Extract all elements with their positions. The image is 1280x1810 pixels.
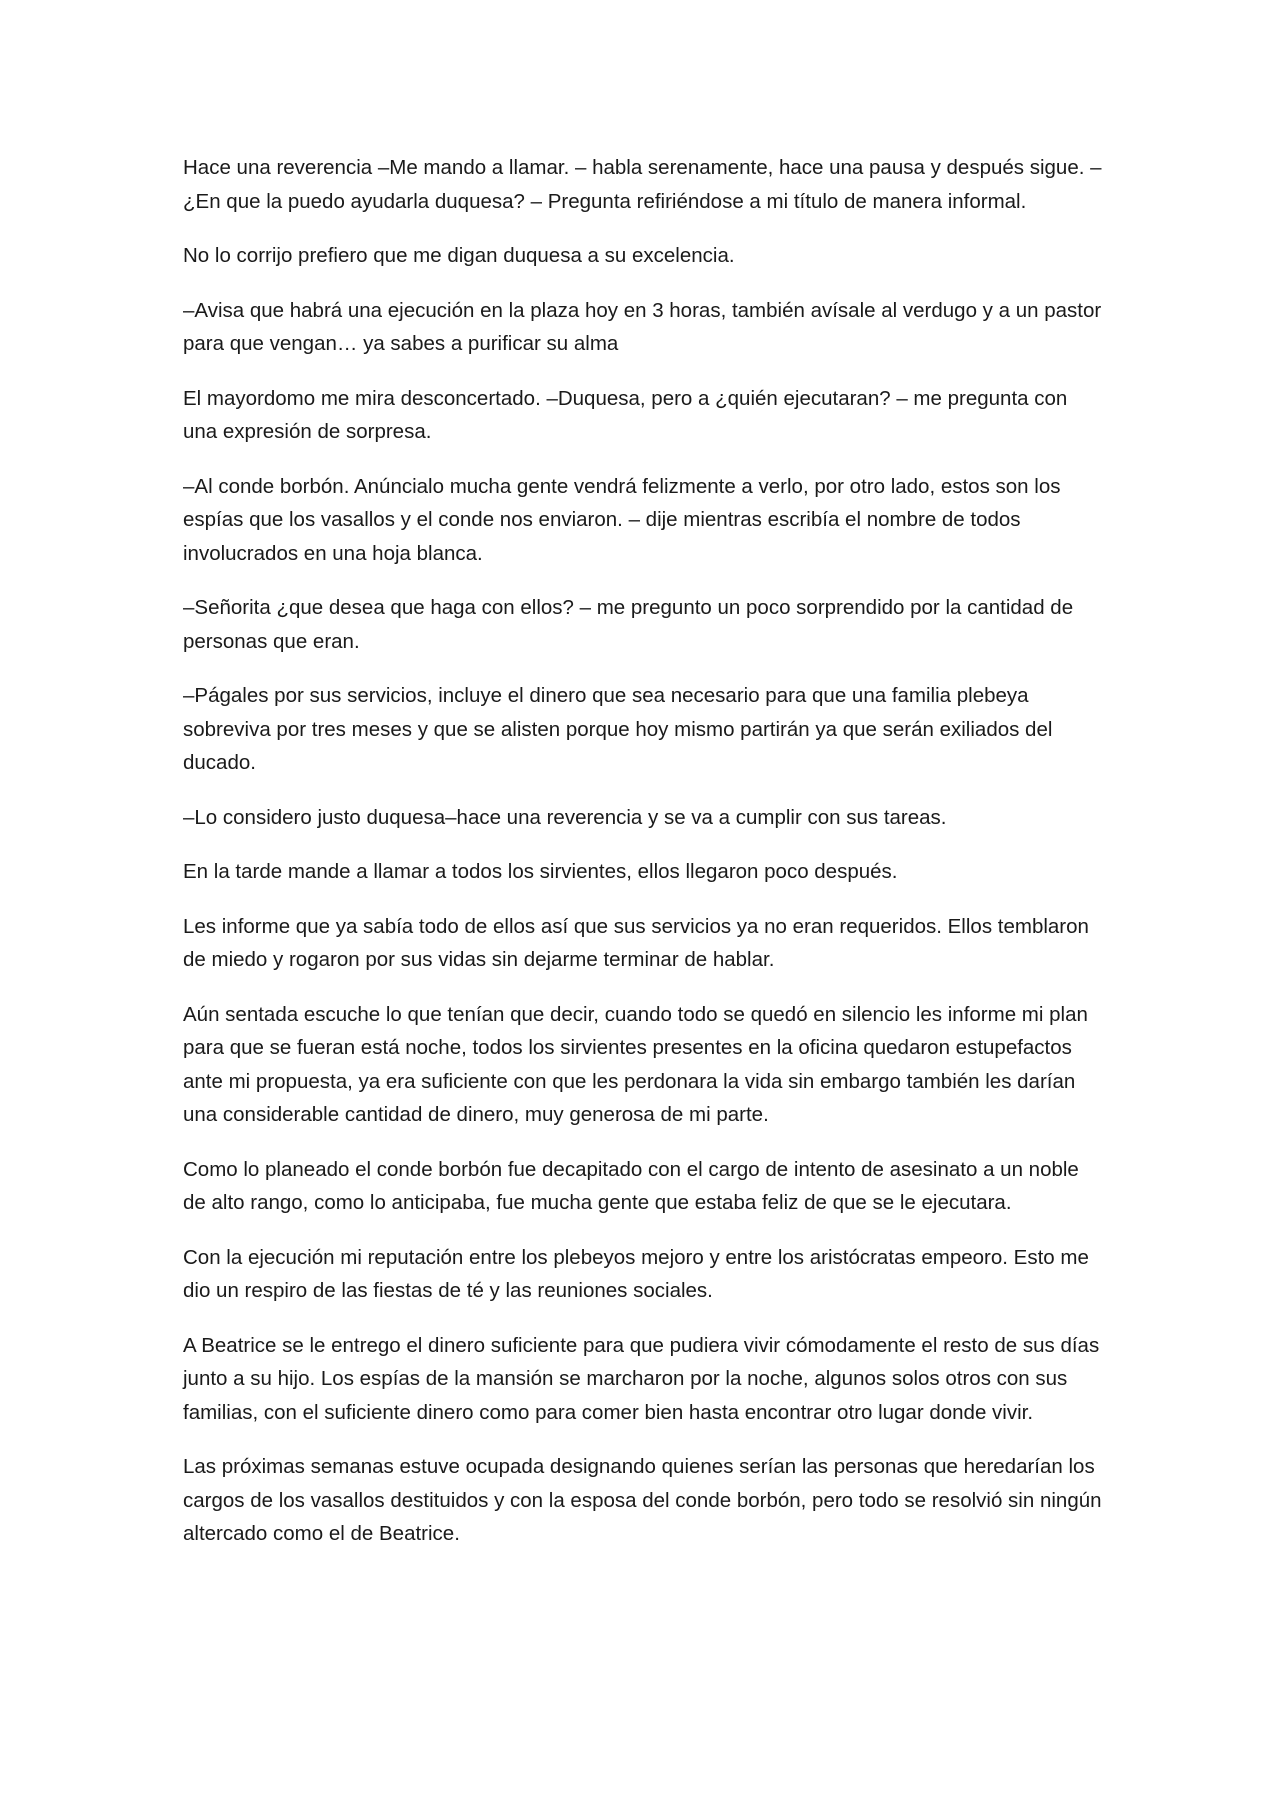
paragraph: –Señorita ¿que desea que haga con ellos? – me pregunto un poco sorprendido por la cantidad de personas que eran. xyxy=(183,596,1074,653)
paragraph: Con la ejecución mi reputación entre los plebeyos mejoro y entre los aristócratas empeoro. Esto me dio un respiro de las fiestas de té y las reuniones sociales. xyxy=(183,1245,1089,1302)
paragraph: –Al conde borbón. Anúncialo mucha gente vendrá felizmente a verlo, por otro lado, estos son los espías que los vasallos y el conde nos enviaron. – dije mientras escribía el nombre de todos involucrados en una hoja blanca. xyxy=(183,474,1061,565)
paragraph: No lo corrijo prefiero que me digan duquesa a su excelencia. xyxy=(183,244,735,267)
document-body xyxy=(183,151,1103,1572)
paragraph: Como lo planeado el conde borbón fue decapitado con el cargo de intento de asesinato a un noble de alto rango, como lo anticipaba, fue mucha gente que estaba feliz de que se le ejecutara. xyxy=(183,1157,1079,1214)
paragraph: Aún sentada escuche lo que tenían que decir, cuando todo se quedó en silencio les informe mi plan para que se fueran está noche, todos los sirvientes presentes en la oficina quedaron estupefactos ante mi propuesta, ya era suficiente con que les perdonara la vida sin embargo también les darían una considerable cantidad de dinero, muy generosa de mi parte. xyxy=(183,1002,1088,1126)
paragraph: –Págales por sus servicios, incluye el dinero que sea necesario para que una familia plebeya sobreviva por tres meses y que se alisten porque hoy mismo partirán ya que serán exiliados del ducado. xyxy=(183,684,1053,774)
paragraph: Les informe que ya sabía todo de ellos así que sus servicios ya no eran requeridos. Ellos temblaron de miedo y rogaron por sus vidas sin dejarme terminar de hablar. xyxy=(183,914,1089,971)
paragraph: A Beatrice se le entrego el dinero suficiente para que pudiera vivir cómodamente el resto de sus días junto a su hijo. Los espías de la mansión se marcharon por la noche, algunos solos otros con sus familias, con el suficiente dinero como para comer bien hasta encontrar otro lugar donde vivir. xyxy=(183,1333,1100,1424)
paragraph: Las próximas semanas estuve ocupada designando quienes serían las personas que heredarían los cargos de los vasallos destituidos y con la esposa del conde borbón, pero todo se resolvió sin ningún altercado como el de Beatrice. xyxy=(183,1455,1102,1545)
paragraph: En la tarde mande a llamar a todos los sirvientes, ellos llegaron poco después. xyxy=(183,860,898,883)
paragraph: –Avisa que habrá una ejecución en la plaza hoy en 3 horas, también avísale al verdugo y a un pastor para que vengan… ya sabes a purificar su alma xyxy=(183,298,1102,355)
paragraph: –Lo considero justo duquesa–hace una reverencia y se va a cumplir con sus tareas. xyxy=(183,805,947,829)
paragraph: El mayordomo me mira desconcertado. –Duquesa, pero a ¿quién ejecutaran? – me pregunta con una expresión de sorpresa. xyxy=(183,386,1068,443)
paragraph: Hace una reverencia –Me mando a llamar. – habla serenamente, hace una pausa y después sigue. –¿En que la puedo ayudarla duquesa? – Pregunta refiriéndose a mi título de manera informal. xyxy=(183,156,1102,213)
